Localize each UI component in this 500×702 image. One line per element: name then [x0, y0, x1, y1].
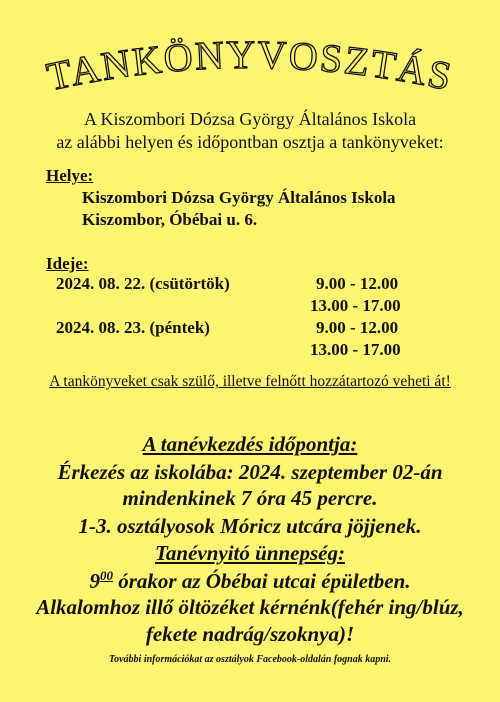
school-start-heading: A tanévkezdés időpontja:	[142, 432, 358, 456]
footer-note: További információkat az osztályok Facebook-oldalán fognak kapni.	[108, 654, 392, 665]
school-start-line-2: mindenkinek 7 óra 45 percre.	[122, 486, 378, 510]
location-heading: Helye:	[46, 166, 94, 185]
schedule-time-2a: 9.00 - 12.00	[316, 318, 399, 337]
pickup-note: A tankönyveket csak szülő, illetve felnőtt hozzátartozó veheti át!	[49, 373, 451, 390]
ceremony-heading: Tanévnyitó ünnepség:	[155, 541, 345, 565]
schedule-time-1b: 13.00 - 17.00	[310, 296, 401, 315]
school-start-line-1: Érkezés az iskolába: 2024. szeptember 02-án	[57, 460, 443, 484]
poster-title-svg	[0, 18, 500, 108]
ceremony-time-line	[0, 568, 500, 594]
ceremony-minutes: 00	[100, 568, 113, 583]
intro-line-2: az alábbi helyen és időpontban osztja a tankönyveket:	[56, 132, 444, 152]
poster-title-text: TANKÖNYVOSZTÁS	[42, 31, 458, 100]
poster-title	[0, 18, 500, 108]
ceremony-hour: 9	[89, 569, 100, 593]
dress-code-line-1: Alkalomhoz illő öltözéket kérnénk(fehér ing/blúz,	[36, 595, 464, 619]
school-start-line-3: 1-3. osztályosok Móricz utcára jöjjenek.	[78, 514, 422, 538]
intro-line-1: A Kiszombori Dózsa György Általános Iskola	[83, 109, 417, 129]
location-line-1: Kiszombori Dózsa György Általános Iskola	[82, 188, 396, 207]
schedule-time-1a: 9.00 - 12.00	[316, 274, 399, 293]
ceremony-rest: órakor az Óbébai utcai épületben.	[113, 569, 411, 593]
location-line-2: Kiszombor, Óbébai u. 6.	[82, 210, 258, 229]
schedule-date-2: 2024. 08. 23. (péntek)	[56, 318, 210, 337]
schedule-time-2b: 13.00 - 17.00	[310, 340, 401, 359]
dress-code-line-2: fekete nadrág/szoknya)!	[145, 622, 355, 646]
schedule-date-1: 2024. 08. 22. (csütörtök)	[56, 274, 230, 293]
schedule-heading: Ideje:	[46, 254, 89, 273]
